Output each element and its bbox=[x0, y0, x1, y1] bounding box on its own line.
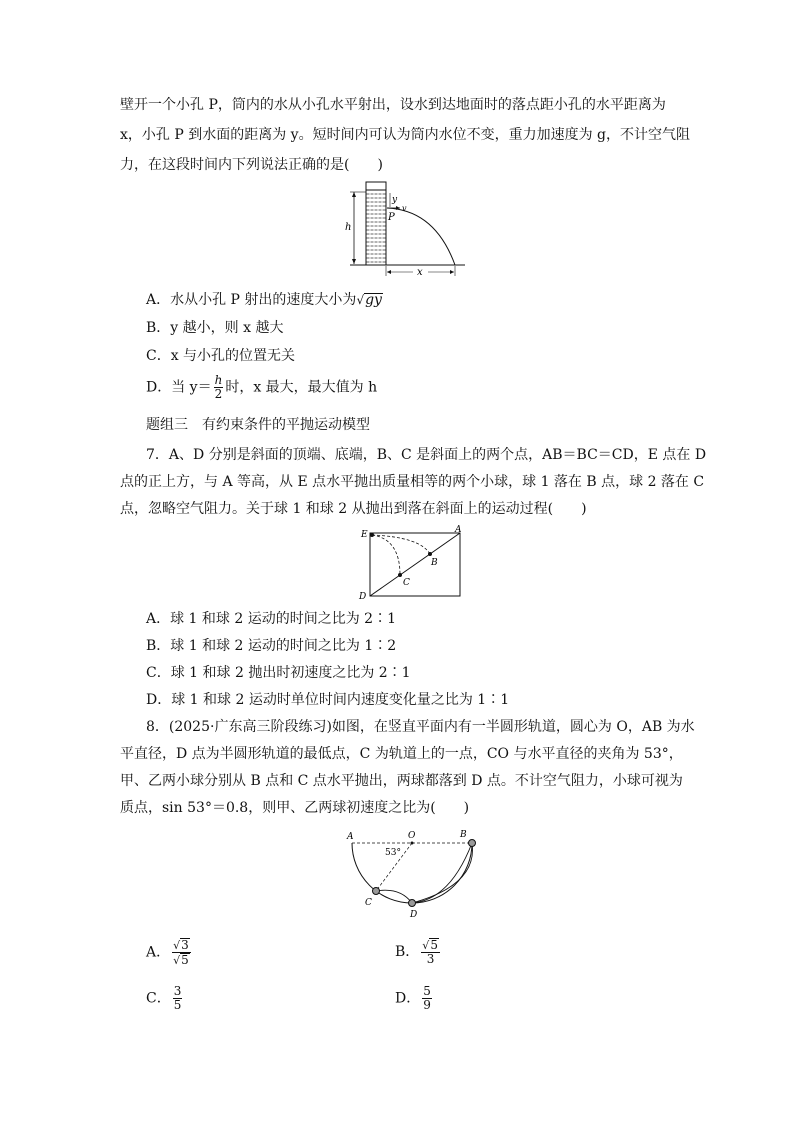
q6-option-d-prefix: D．当 y＝ bbox=[146, 379, 212, 396]
q8-option-b-den: 3 bbox=[426, 952, 435, 966]
q7-label-B: B bbox=[431, 558, 438, 568]
q7-stem-line-1: 7．A、D 分别是斜面的顶端、底端，B、C 是斜面上的两个点，AB＝BC＝CD，E 点在 D bbox=[146, 447, 707, 463]
q6-label-P: P bbox=[388, 212, 395, 223]
q8-label-angle: 53° bbox=[385, 848, 401, 858]
q6-option-d-num: h bbox=[214, 373, 223, 387]
q6-stem-line-1: 壁开一个小孔 P，筒内的水从小孔水平射出，设水到达地面时的落点距小孔的水平距离为 bbox=[120, 97, 666, 113]
q8-option-b-label: B． bbox=[395, 944, 420, 960]
q8-option-c-den: 5 bbox=[173, 998, 182, 1012]
q6-option-a-root: gy bbox=[365, 292, 382, 308]
q8-stem-line-3: 甲、乙两小球分别从 B 点和 C 点水平抛出，两球都落到 D 点。不计空气阻力，小球可视为 bbox=[120, 773, 683, 789]
q8-option-d-num: 5 bbox=[423, 984, 431, 998]
q8-option-c-num: 3 bbox=[173, 984, 182, 998]
group3-title: 题组三 有约束条件的平抛运动模型 bbox=[146, 417, 370, 433]
q8-semicircle-figure bbox=[340, 825, 485, 920]
q8-stem-line-2: 平直径，D 点为半圆形轨道的最低点，C 为轨道上的一点，CO 与水平直径的夹角为 53°， bbox=[120, 746, 683, 762]
q6-option-d bbox=[146, 374, 377, 401]
q6-label-y: y bbox=[392, 195, 398, 205]
q7-incline-figure bbox=[355, 525, 470, 603]
q7-label-A: A bbox=[455, 525, 462, 535]
q6-option-d-suffix: 时，x 最大，最大值为 h bbox=[225, 379, 378, 396]
q6-option-a: A．水从小孔 P 射出的速度大小为√gy bbox=[146, 292, 382, 308]
q8-option-a-num: 3 bbox=[181, 938, 189, 952]
q8-option-a: A． $\frac{√3}{√5}$ bbox=[146, 938, 189, 967]
q6-option-c: C．x 与小孔的位置无关 bbox=[146, 348, 296, 364]
q7-option-d: D．球 1 和球 2 运动时单位时间内速度变化量之比为 1∶1 bbox=[146, 692, 510, 708]
q8-label-C: C bbox=[365, 898, 372, 908]
q8-option-d-label: D． bbox=[395, 990, 421, 1007]
q8-option-c bbox=[146, 985, 184, 1012]
q6-label-v: v bbox=[402, 204, 407, 213]
q6-stem-line-2: x，小孔 P 到水面的距离为 y。短时间内可认为筒内水位不变，重力加速度为 g，不计空气阻 bbox=[120, 127, 690, 143]
q7-option-c: C．球 1 和球 2 抛出时初速度之比为 2∶1 bbox=[146, 665, 411, 681]
q7-label-D: D bbox=[359, 592, 367, 602]
q8-label-D: D bbox=[410, 910, 418, 920]
q8-option-d bbox=[395, 985, 434, 1012]
q8-option-c-label: C． bbox=[146, 990, 171, 1007]
q6-cylinder-figure bbox=[340, 180, 470, 280]
q7-label-E: E bbox=[361, 530, 368, 540]
q7-option-a: A．球 1 和球 2 运动的时间之比为 2∶1 bbox=[146, 611, 396, 627]
q8-option-a-label: A． bbox=[146, 944, 171, 961]
q8-stem-line-4: 质点，sin 53°＝0.8，则甲、乙两球初速度之比为( ) bbox=[120, 800, 470, 816]
q7-option-b: B．球 1 和球 2 运动的时间之比为 1∶2 bbox=[146, 638, 397, 654]
q8-option-b: B． $\frac{√5}{3}$ bbox=[395, 938, 438, 966]
q8-label-O: O bbox=[408, 831, 416, 841]
q6-label-x: x bbox=[417, 267, 423, 278]
q8-stem-line-1: 8．(2025·广东高三阶段练习)如图，在竖直平面内有一半圆形轨道，圆心为 O，AB 为水 bbox=[146, 719, 695, 735]
q8-option-d-den: 9 bbox=[423, 998, 431, 1012]
q6-option-b: B．y 越小，则 x 越大 bbox=[146, 320, 284, 336]
q6-option-a-text: A．水从小孔 P 射出的速度大小为 bbox=[146, 292, 357, 308]
q8-option-b-num: 5 bbox=[430, 938, 438, 952]
q7-label-C: C bbox=[403, 578, 410, 588]
q6-stem-line-3: 力，在这段时间内下列说法正确的是( ) bbox=[120, 157, 383, 173]
q7-stem-line-3: 点，忽略空气阻力。关于球 1 和球 2 从抛出到落在斜面上的运动过程( ) bbox=[120, 501, 587, 517]
q7-stem-line-2: 点的正上方，与 A 等高，从 E 点水平抛出质量相等的两个小球，球 1 落在 B 点，球 2 落在 C bbox=[120, 474, 705, 490]
q8-label-B: B bbox=[460, 830, 467, 840]
q6-option-d-den: 2 bbox=[214, 387, 223, 401]
q8-label-A: A bbox=[347, 832, 354, 842]
q8-option-a-den: 5 bbox=[181, 953, 189, 967]
q6-label-h: h bbox=[345, 222, 352, 233]
